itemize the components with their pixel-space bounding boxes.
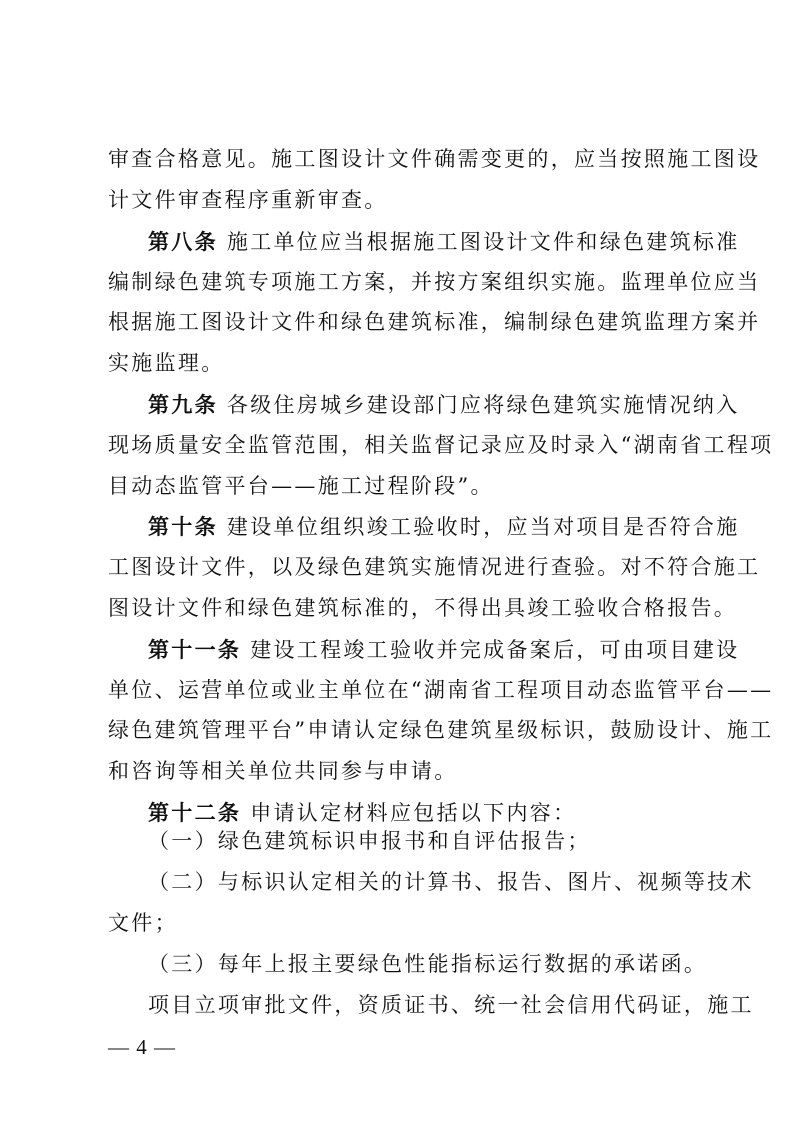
text-line: 现场质量安全监管范围，相关监督记录应及时录入“湖南省工程项 [108,433,774,457]
list-item-continuation: 文件； [108,911,178,935]
article-9-heading: 第九条 [148,392,218,417]
article-11-text: 建设工程竣工验收并完成备案后，可由项目建设 [250,638,740,662]
article-11-paragraph [148,637,740,662]
article-12-heading: 第十二条 [148,800,242,825]
article-11-heading: 第十一条 [148,637,242,662]
text-line: 编制绿色建筑专项施工方案，并按方案组织实施。监理单位应当 [108,270,761,294]
article-8-paragraph [148,229,740,254]
list-item: （一）绿色建筑标识申报书和自评估报告； [148,829,591,853]
text-line: 根据施工图设计文件和绿色建筑标准，编制绿色建筑监理方案并 [108,310,761,334]
article-8-text: 施工单位应当根据施工图设计文件和绿色建筑标准 [226,230,740,254]
list-item: （三）每年上报主要绿色性能指标运行数据的承诺函。 [148,952,708,976]
text-line: 计文件审查程序重新审查。 [108,188,388,212]
page-number: — 4 — [108,1035,176,1059]
paragraph-line: 项目立项审批文件，资质证书、统一社会信用代码证，施工 [148,993,754,1017]
article-12-text: 申请认定材料应包括以下内容： [250,801,577,825]
text-line: 和咨询等相关单位共同参与申请。 [108,759,458,783]
article-9-text: 各级住房城乡建设部门应将绿色建筑实施情况纳入 [226,393,740,417]
article-9-paragraph [148,392,740,417]
article-8-heading: 第八条 [148,229,218,254]
text-line: 审查合格意见。施工图设计文件确需变更的，应当按照施工图设 [108,147,761,171]
text-line: 绿色建筑管理平台”申请认定绿色建筑星级标识，鼓励设计、施工 [108,718,774,742]
text-line: 实施监理。 [108,351,225,375]
article-10-heading: 第十条 [148,514,218,539]
text-line: 图设计文件和绿色建筑标准的，不得出具竣工验收合格报告。 [108,596,738,620]
list-item: （二）与标识认定相关的计算书、报告、图片、视频等技术 [148,870,754,894]
article-10-paragraph [148,514,740,539]
text-line: 目动态监管平台——施工过程阶段”。 [108,474,494,498]
article-12-paragraph [148,802,688,824]
text-line: 单位、运营单位或业主单位在“湖南省工程项目动态监管平台—— [108,678,774,702]
article-10-text: 建设单位组织竣工验收时，应当对项目是否符合施 [226,515,740,539]
text-line: 工图设计文件，以及绿色建筑实施情况进行查验。对不符合施工 [108,555,761,579]
